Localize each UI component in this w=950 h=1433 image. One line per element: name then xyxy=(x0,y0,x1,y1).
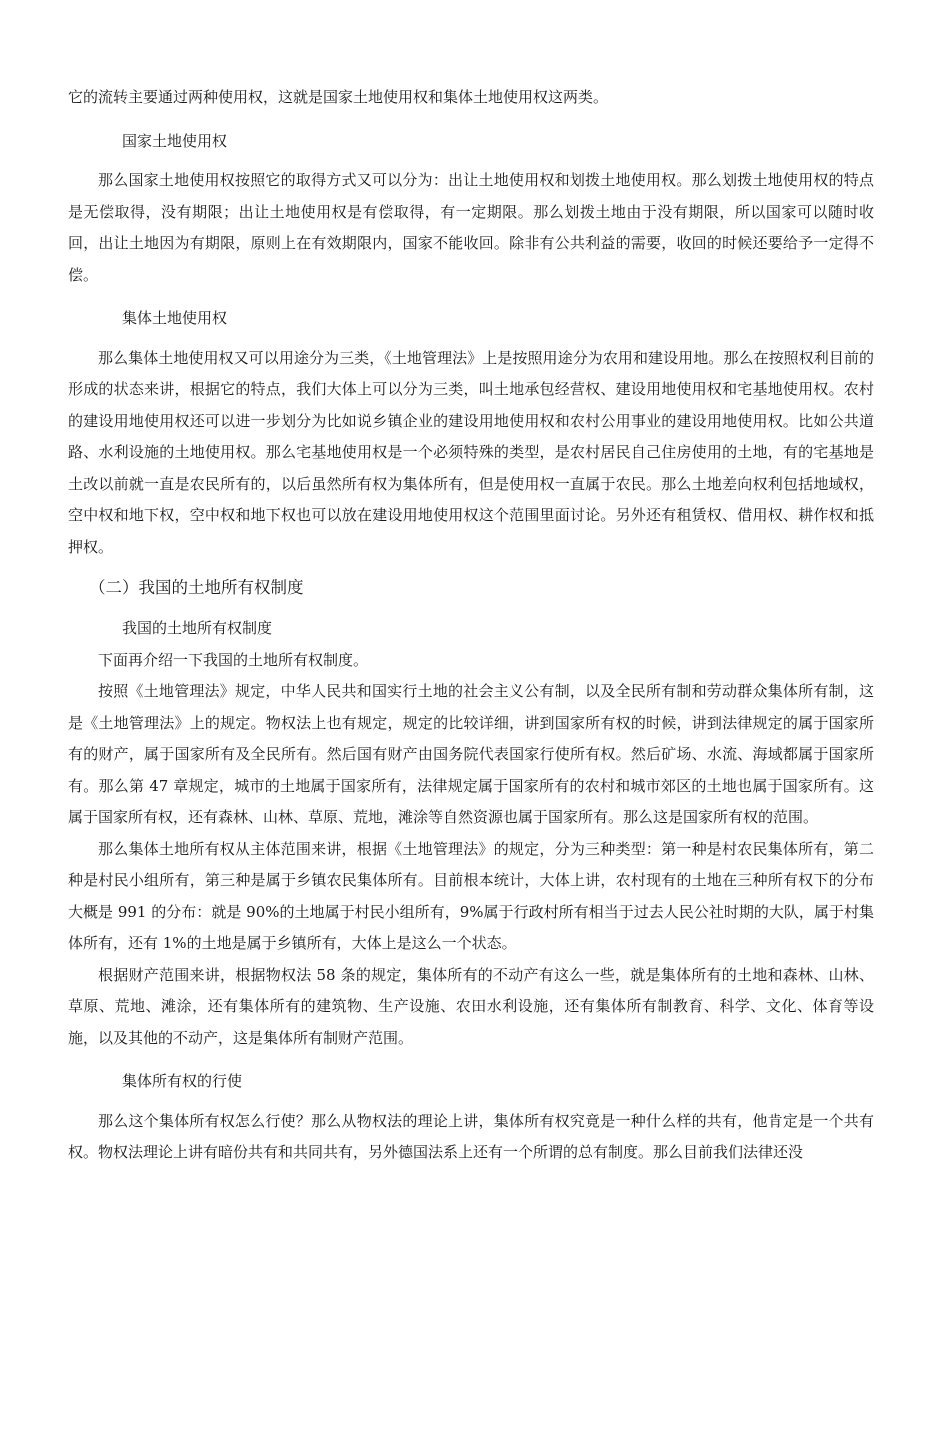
paragraph: 那么集体土地所有权从主体范围来讲，根据《土地管理法》的规定，分为三种类型：第一种是村农民集体所有，第二种是村民小组所有，第三种是属于乡镇农民集体所有。目前根本统计，大体上讲，农村现有的土地在三种所有权下的分布大概是 991 的分布：就是 90%的土地属于村民小组所有，9%属于行政村所有相当于过去人民公社时期的大队，属于村集体所有，还有 1%的土地是属于乡镇所有，大体上是这么一个状态。 xyxy=(68,839,874,952)
paragraph: 下面再介绍一下我国的土地所有权制度。 xyxy=(98,650,369,669)
subheading-land-ownership-system: 我国的土地所有权制度 xyxy=(122,619,273,637)
spacer xyxy=(68,1054,874,1066)
paragraph: 根据财产范围来讲，根据物权法 58 条的规定，集体所有的不动产有这么一些，就是集体所有的土地和森林、山林、草原、荒地、滩涂，还有集体所有的建筑物、生产设施、农田水利设施，还有集体所有制教育、科学、文化、体育等设施，以及其他的不动产，这是集体所有制财产范围。 xyxy=(68,965,874,1047)
spacer xyxy=(68,563,874,571)
subheading-state-land-use-right: 国家土地使用权 xyxy=(122,131,228,150)
paragraph: 按照《土地管理法》规定，中华人民共和国实行土地的社会主义公有制，以及全民所有制和劳动群众集体所有制，这是《土地管理法》上的规定。物权法上也有规定，规定的比较详细，讲到国家所有权的时候，讲到法律规定的属于国家所有的财产，属于国家所有及全民所有。然后国有财产由国务院代表国家行使所有权。然后矿场、水流、海域都属于国家所有。那么第 47 章规定，城市的土地属于国家所有，法律规定属于国家所有的农村和城市郊区的土地也属于国家所有。这属于国家所有权，还有森林、山林、草原、荒地，滩涂等自然资源也属于国家所有。那么这是国家所有权的范围。 xyxy=(68,682,874,826)
subheading-exercise-of-collective-ownership: 集体所有权的行使 xyxy=(122,1072,243,1090)
subheading-collective-land-use-right: 集体土地使用权 xyxy=(122,309,228,327)
spacer xyxy=(68,335,874,343)
document-page xyxy=(68,82,874,1169)
paragraph: 它的流转主要通过两种使用权，这就是国家土地使用权和集体土地使用权这两类。 xyxy=(68,88,609,106)
paragraph: 那么集体土地使用权又可以用途分为三类，《土地管理法》上是按照用途分为农用和建设用地。那么在按照权利目前的形成的状态来讲，根据它的特点，我们大体上可以分为三类，叫土地承包经营权、建设用地使用权和宅基地使用权。农村的建设用地使用权还可以进一步划分为比如说乡镇企业的建设用地使用权和农村公用事业的建设用地使用权。比如公共道路、水利设施的土地使用权。那么宅基地使用权是一个必须特殊的类型，是农村居民自己住房使用的土地，有的宅基地是土改以前就一直是农民所有的，以后虽然所有权为集体所有，但是使用权一直属于农民。那么土地差向权利包括地域权，空中权和地下权，空中权和地下权也可以放在建设用地使用权这个范围里面讨论。另外还有租赁权、借用权、耕作权和抵押权。 xyxy=(68,348,874,556)
spacer xyxy=(68,605,874,613)
paragraph: 那么国家土地使用权按照它的取得方式又可以分为：出让土地使用权和划拨土地使用权。那么划拨土地使用权的特点是无偿取得，没有期限；出让土地使用权是有偿取得，有一定期限。那么划拨土地由于没有期限，所以国家可以随时收回，出让土地因为有期限，原则上在有效期限内，国家不能收回。除非有公共利益的需要，收回的时候还要给予一定得不偿。 xyxy=(68,171,874,284)
spacer xyxy=(68,291,874,303)
spacer xyxy=(68,157,874,165)
spacer xyxy=(68,1098,874,1106)
spacer xyxy=(68,114,874,126)
section-heading: （二）我国的土地所有权制度 xyxy=(89,578,304,597)
paragraph: 那么这个集体所有权怎么行使？那么从物权法的理论上讲，集体所有权究竟是一种什么样的共有，他肯定是一个共有权。物权法理论上讲有暗份共有和共同共有，另外德国法系上还有一个所谓的总有制度。那么目前我们法律还没 xyxy=(68,1111,874,1161)
